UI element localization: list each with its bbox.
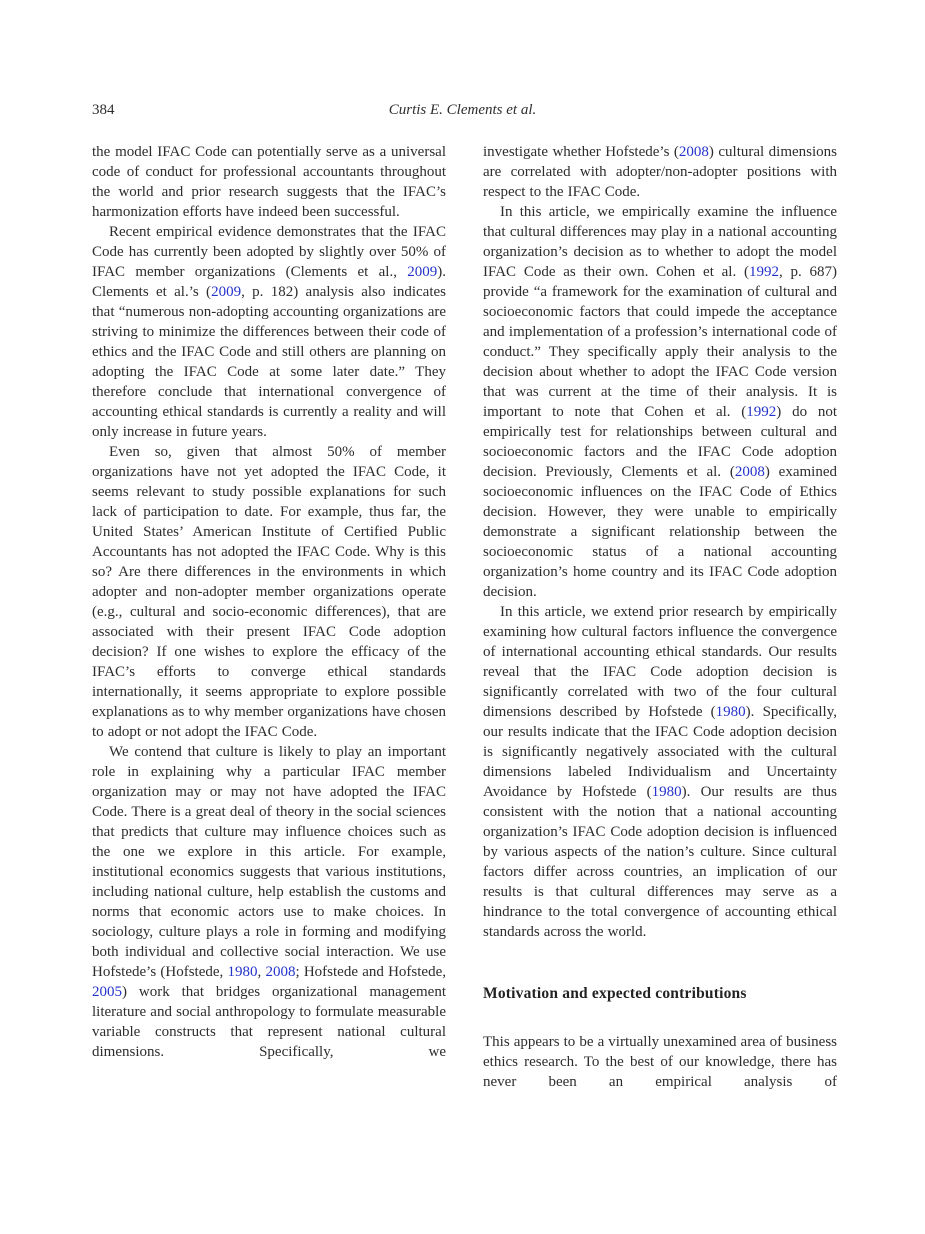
paragraph: This appears to be a virtually unexamined area of business ethics research. To the best of our knowledge, there has never been an empirical analysis of [483, 1034, 837, 1090]
left-column [92, 142, 446, 1228]
paragraph: We contend that culture is likely to play an important role in explaining why a particular IFAC member organization may or may not have adopted the IFAC Code. There is a great deal of theory in the social sciences that predicts that culture may influence choices such as the one we explore in this article. For example, institutional economics suggests that various institutions, including national culture, help establish the customs and norms that economic actors use to make choices. In sociology, culture plays a role in forming and modifying both individual and collective social interaction. We use Hofstede’s (Hofstede, 1980, 2008; Hofstede and Hofstede, 2005) work that bridges organizational management literature and social anthropology to formulate measurable variable constructs that represent national cultural dimensions. Specifically, we [92, 744, 446, 1060]
paragraph-continuation: the model IFAC Code can potentially serve as a universal code of conduct for professional accountants throughout the world and prior research suggests that the IFAC’s harmonization efforts have indeed been successful. [92, 144, 446, 220]
citation-link[interactable]: 2009 [407, 264, 438, 280]
paragraph: In this article, we empirically examine the influence that cultural differences may play in a national accounting organization’s decision as to whether to adopt the model IFAC Code as their own. Cohen et al. (1992, p. 687) provide “a framework for the examination of cultural and socioeconomic factors that could impede the acceptance and implementation of a profession’s international code of conduct.” They specifically apply their analysis to the decision about whether to adopt the IFAC Code version that was current at the time of their analysis. It is important to note that Cohen et al. (1992) do not empirically test for relationships between cultural and socioeconomic factors and the IFAC Code adoption decision. Previously, Clements et al. (2008) examined socioeconomic influences on the IFAC Code of Ethics decision. However, they were unable to empirically demonstrate a significant relationship between the socioeconomic status of a national accounting organization’s home country and its IFAC Code adoption decision. [483, 204, 837, 600]
paragraph: In this article, we extend prior research by empirically examining how cultural factors influence the convergence of international accounting ethical standards. Our results reveal that the IFAC Code adoption decision is significantly correlated with two of the four cultural dimensions described by Hofstede (1980). Specifically, our results indicate that the IFAC Code adoption decision is significantly negatively associated with the cultural dimensions labeled Individualism and Uncertainty Avoidance by Hofstede (1980). Our results are thus consistent with the notion that a national accounting organization’s IFAC Code adoption decision is influenced by various aspects of the nation’s culture. Since cultural factors differ across countries, an implication of our results is that cultural differences may serve as a hindrance to the total convergence of accounting ethical standards across the world. [483, 604, 837, 940]
paragraph: Recent empirical evidence demonstrates that the IFAC Code has currently been adopted by slightly over 50% of IFAC member organizations (Clements et al., 2009). Clements et al.’s (2009, p. 182) analysis also indicates that “numerous non-adopting accounting organizations are striving to minimize the differences between their code of ethics and the IFAC Code and still others are planning on adopting the IFAC Code at some later date.” They therefore conclude that international convergence of accounting ethical standards is currently a reality and will only increase in future years. [92, 224, 446, 440]
running-head: Curtis E. Clements et al. [388, 102, 537, 118]
citation-link[interactable]: 2008 [734, 464, 765, 480]
citation-link[interactable]: 2009 [211, 284, 242, 300]
two-column-body [92, 142, 838, 1228]
paragraph: Even so, given that almost 50% of member organizations have not yet adopted the IFAC Code, it seems relevant to study possible explanations for such lack of participation to date. For example, thus far, the United States’ American Institute of Certified Public Accountants has not adopted the IFAC Code. Why is this so? Are there differences in the environments in which adopter and non-adopter member organizations operate (e.g., cultural and socio-economic differences), that are associated with their present IFAC Code adoption decision? If one wishes to explore the efficacy of the IFAC’s efforts to converge ethical standards internationally, it seems appropriate to explore possible explanations as to why member organizations have chosen to adopt or not adopt the IFAC Code. [92, 444, 446, 740]
citation-link[interactable]: 2005 [92, 984, 122, 1000]
citation-link[interactable]: 1980 [227, 964, 258, 980]
section-heading: Motivation and expected contributions [483, 985, 747, 1002]
citation-link[interactable]: 1992 [746, 404, 777, 420]
citation-link[interactable]: 2008 [265, 964, 296, 980]
right-column [483, 142, 837, 1228]
citation-link[interactable]: 1992 [748, 264, 779, 280]
citation-link[interactable]: 1980 [715, 704, 746, 720]
page-number: 384 [92, 102, 115, 118]
citation-link[interactable]: 1980 [651, 784, 682, 800]
citation-link[interactable]: 2008 [678, 144, 709, 160]
paragraph-continuation: investigate whether Hofstede’s (2008) cultural dimensions are correlated with adopter/non-adopter positions with respect to the IFAC Code. [483, 144, 837, 200]
